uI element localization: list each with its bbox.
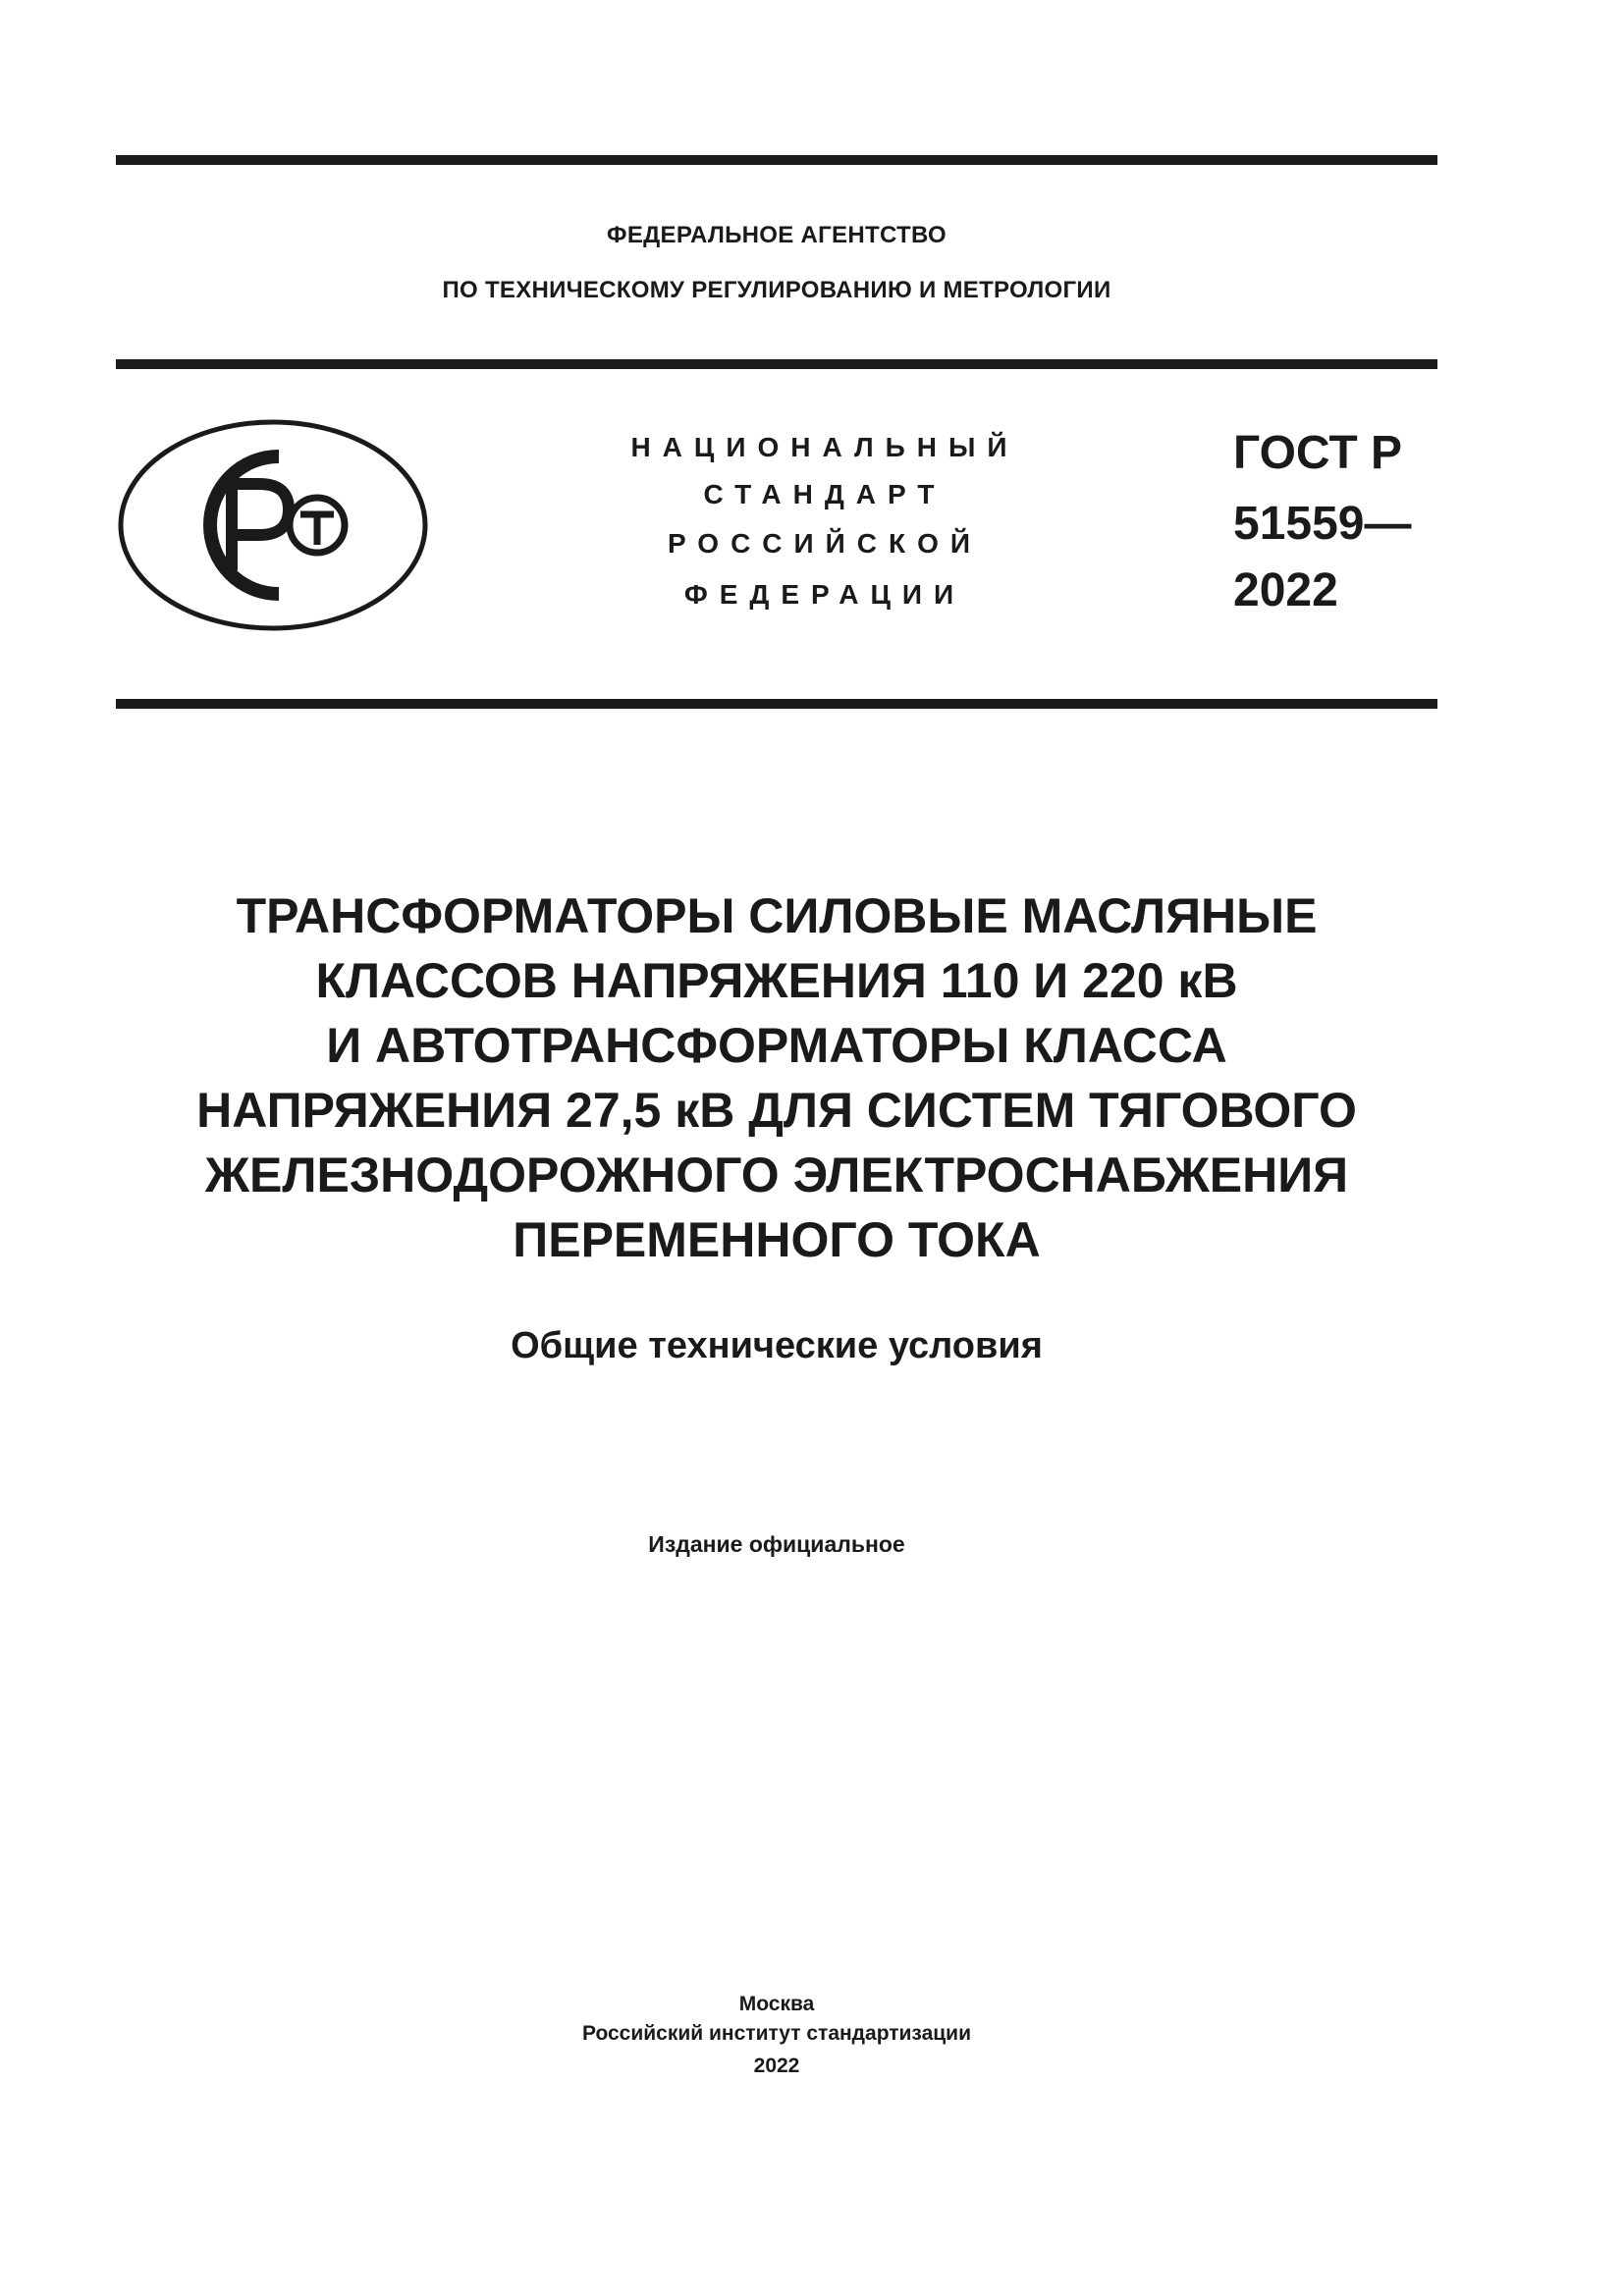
publisher-name: Российский институт стандартизации xyxy=(581,2022,972,2045)
standard-designation-line-3: 2022 xyxy=(1233,564,1338,616)
national-standard-line-1: НАЦИОНАЛЬНЫЙ xyxy=(630,432,1019,462)
rst-certification-mark-icon xyxy=(116,417,430,633)
document-title-line: ПЕРЕМЕННОГО ТОКА xyxy=(513,1212,1041,1267)
middle-divider xyxy=(116,359,1437,369)
publication-city: Москва xyxy=(738,1993,815,2015)
document-title-line: И АВТОТРАНСФОРМАТОРЫ КЛАССА xyxy=(326,1018,1227,1073)
bottom-divider xyxy=(116,699,1437,709)
agency-name-line-1: ФЕДЕРАЛЬНОЕ АГЕНТСТВО xyxy=(607,222,947,248)
national-standard-line-4: ФЕДЕРАЦИИ xyxy=(683,579,966,610)
national-standard-line-3: РОССИЙСКОЙ xyxy=(668,528,982,559)
document-title-line: КЛАССОВ НАПРЯЖЕНИЯ 110 И 220 кВ xyxy=(315,953,1238,1008)
national-standard-line-2: СТАНДАРТ xyxy=(703,479,947,509)
standard-designation-line-2: 51559— xyxy=(1233,498,1412,550)
agency-name-line-2: ПО ТЕХНИЧЕСКОМУ РЕГУЛИРОВАНИЮ И МЕТРОЛОГИИ xyxy=(442,277,1111,303)
publication-year: 2022 xyxy=(753,2055,800,2077)
standard-designation-line-1: ГОСТ Р xyxy=(1233,427,1403,479)
document-subtitle: Общие технические условия xyxy=(511,1325,1043,1366)
document-title-line: ЖЕЛЕЗНОДОРОЖНОГО ЭЛЕКТРОСНАБЖЕНИЯ xyxy=(204,1148,1349,1202)
top-divider xyxy=(116,155,1437,165)
document-title xyxy=(116,883,1437,1272)
edition-note: Издание официальное xyxy=(648,1531,905,1557)
document-title-line: НАПРЯЖЕНИЯ 27,5 кВ ДЛЯ СИСТЕМ ТЯГОВОГО xyxy=(196,1083,1357,1138)
document-title-line: ТРАНСФОРМАТОРЫ СИЛОВЫЕ МАСЛЯНЫЕ xyxy=(236,888,1318,943)
